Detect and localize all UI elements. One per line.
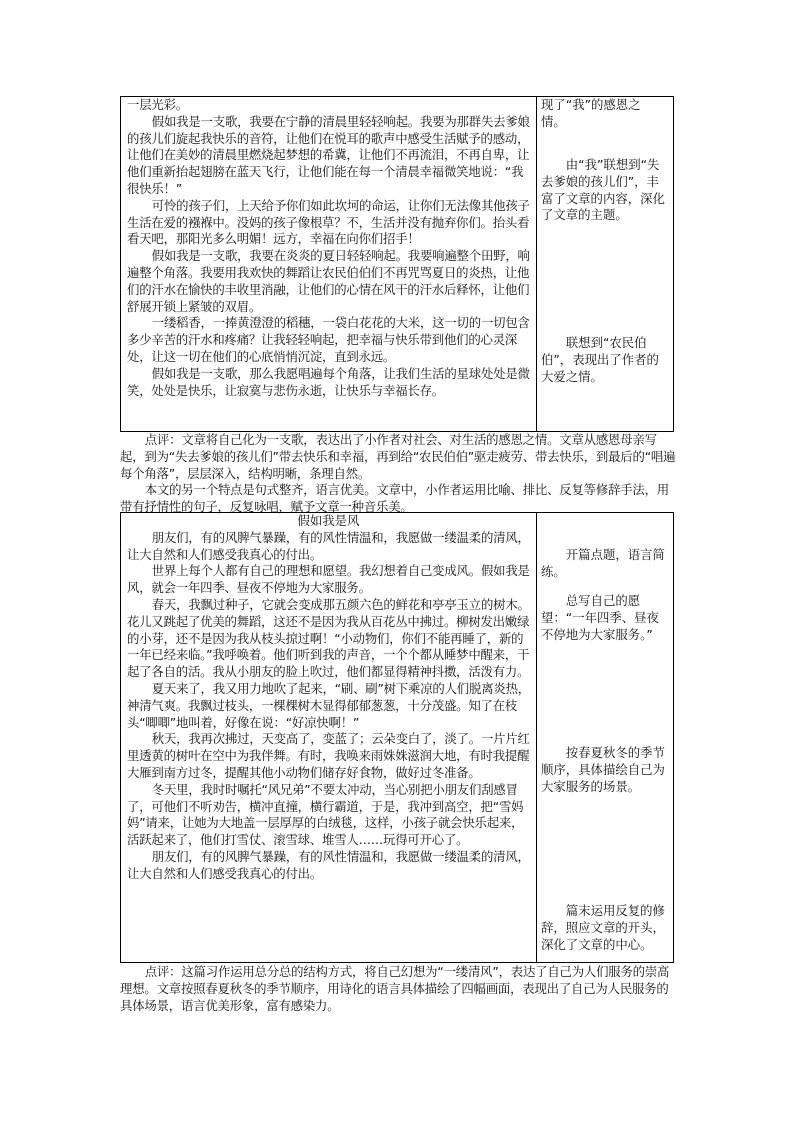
comment-2-paragraph: 点评：这篇习作运用总分总的结构方式，将自己幻想为“一缕清风”，表达了自己为人们服务的崇高理想。文章按照春夏秋冬的季节顺序，用诗化的语言具体描绘了四幅画面，表现出了自己为人民服务的具体场景，语言优美形象，富有感染力。 xyxy=(120,964,670,1013)
essay-2-paragraph: 朋友们，有的风脾气暴躁，有的风性情温和，我愿做一缕温柔的清风，让大自然和人们感受我真心的付出。 xyxy=(127,529,530,562)
essay-table-2 xyxy=(120,512,674,963)
essay-2-paragraph: 夏天来了，我又用力地吹了起来，“刷、刷”树下乘凉的人们脱离炎热，神清气爽。我飘过枝头，一棵棵树木显得郁郁葱葱，十分茂盛。知了在枝头“唧唧”地叫着，好像在说：“好凉快啊！” xyxy=(127,680,530,730)
essay-2-body xyxy=(121,513,537,962)
comment-1-paragraph: 点评：文章将自己化为一支歌，表达出了小作者对社会、对生活的感恩之情。文章从感恩母亲写起，到为“失去爹娘的孩儿们”带去快乐和幸福，再到给“农民伯伯”驱走疲劳、带去快乐，到最后的“唱遍每个角落”，层层深入，结构明晰，条理自然。 xyxy=(120,432,676,481)
essay-table-1 xyxy=(120,96,674,432)
essay-1-annotations xyxy=(535,97,673,431)
annotation-note: 由“我”联想到“失去爹娘的孩儿们”，丰富了文章的内容，深化了文章的主题。 xyxy=(541,157,665,223)
essay-2-paragraph: 朋友们，有的风脾气暴躁，有的风性情温和，我愿做一缕温柔的清风，让大自然和人们感受我真心的付出。 xyxy=(127,848,530,881)
essay-1-paragraph: 假如我是一支歌，我要在炎炎的夏日轻轻响起。我要响遍整个田野，响遍整个角落。我要用我欢快的舞蹈让农民伯伯们不再咒骂夏日的炎热，让他们的汗水在愉快的丰收里消融，让他们的心情在风干的汗水后释怀，让他们舒展开锁上紧皱的双眉。 xyxy=(127,248,530,314)
annotation-note: 篇末运用反复的修辞，照应文章的开头，深化了文章的中心。 xyxy=(541,903,665,952)
essay-1-paragraph: 一缕稻香，一捧黄澄澄的稻穗，一袋白花花的大米，这一切的一切包含多少辛苦的汗水和疼痛？让我轻轻响起，把幸福与快乐带到他们的心灵深处，让这一切在他们的心底悄悄沉淀，直到永远。 xyxy=(127,315,530,364)
annotation-note: 总写自己的愿望：“一年四季、昼夜不停地为大家服务。” xyxy=(541,593,659,642)
essay-2-paragraph: 世界上每个人都有自己的理想和愿望。我幻想着自己变成风。假如我是风，就会一年四季、昼夜不停地为大家服务。 xyxy=(127,563,530,596)
essay-2-paragraph: 秋天，我再次拂过，天变高了，变蓝了；云朵变白了，淡了。一片片红里透黄的树叶在空中为我伴舞。有时，我唤来雨姝姝滋润大地，有时我提醒大雁到南方过冬，提醒其他小动物们储存好食物，做好过冬准备。 xyxy=(127,731,530,780)
essay-1-body xyxy=(121,97,537,431)
comment-1-paragraph: 本文的另一个特点是句式整齐，语言优美。文章中，小作者运用比喻、排比、反复等修辞手法，用带有抒情性的句子，反复咏唱，赋予文章一种音乐美。 xyxy=(120,482,669,515)
annotation-note: 联想到“农民伯伯”，表现出了作者的大爱之情。 xyxy=(541,335,659,384)
essay-1-paragraph: 一层光彩。 xyxy=(127,97,188,112)
comment-2 xyxy=(120,964,680,1014)
essay-1-paragraph: 假如我是一支歌，那么我愿唱遍每个角落，让我们生活的星球处处是微笑，处处是快乐，让寂寞与悲伤永逝，让快乐与幸福长存。 xyxy=(127,365,530,398)
essay-2-paragraph: 春天，我飘过种子，它就会变成那五颜六色的鲜花和亭亭玉立的树木。花儿又跳起了优美的舞蹈，这还不是因为我从百花丛中拂过。柳树发出嫩绿的小芽，还不是因为我从枝头掠过啊！“小动物们，你们不能再睡了，新的一年已经来临。”我呼唤着。他们听到我的声音，一个个都从睡梦中醒来，干起了各自的活。我从小朋友的脸上吹过，他们都显得精神抖擞，活泼有力。 xyxy=(127,596,530,680)
essay-2-title: 假如我是风 xyxy=(297,513,360,528)
essay-1-paragraph: 假如我是一支歌，我要在宁静的清晨里轻轻响起。我要为那群失去爹娘的孩儿们旋起我快乐的音符，让他们在悦耳的歌声中感受生活赋予的感动，让他们在美妙的清晨里燃烧起梦想的希冀，让他们不再流泪，不再自卑，让他们重新抬起翅膀在蓝天飞行，让他们能在每一个清晨幸福微笑地说：“我很快乐！” xyxy=(127,113,530,196)
essay-2-annotations xyxy=(535,513,673,962)
annotation-note: 现了“我”的感恩之情。 xyxy=(541,97,641,129)
essay-2-paragraph: 冬天里，我时时嘱托“风兄弟”不要太冲动，当心别把小朋友们刮感冒了，可他们不听劝告，横冲直撞，横行霸道，于是，我冲到高空，把“雪妈妈”请来，让她为大地盖一层厚厚的白绒毯，这样，小孩子就会快乐起来，活跃起来了，他们打雪仗、滚雪球、堆雪人……玩得可开心了。 xyxy=(127,781,524,848)
annotation-note: 开篇点题，语言简练。 xyxy=(541,547,665,579)
comment-1 xyxy=(120,432,680,516)
essay-1-paragraph: 可怜的孩子们，上天给予你们如此坎坷的命运，让你们无法像其他孩子生活在爱的襁褓中。没妈的孩子像根草？不，生活并没有抛弃你们。抬头看看天吧，那阳光多么明媚！远方，幸福在向你们招手！ xyxy=(127,197,530,247)
annotation-note: 按春夏秋冬的季节顺序，具体描绘自己为大家服务的场景。 xyxy=(541,745,665,794)
